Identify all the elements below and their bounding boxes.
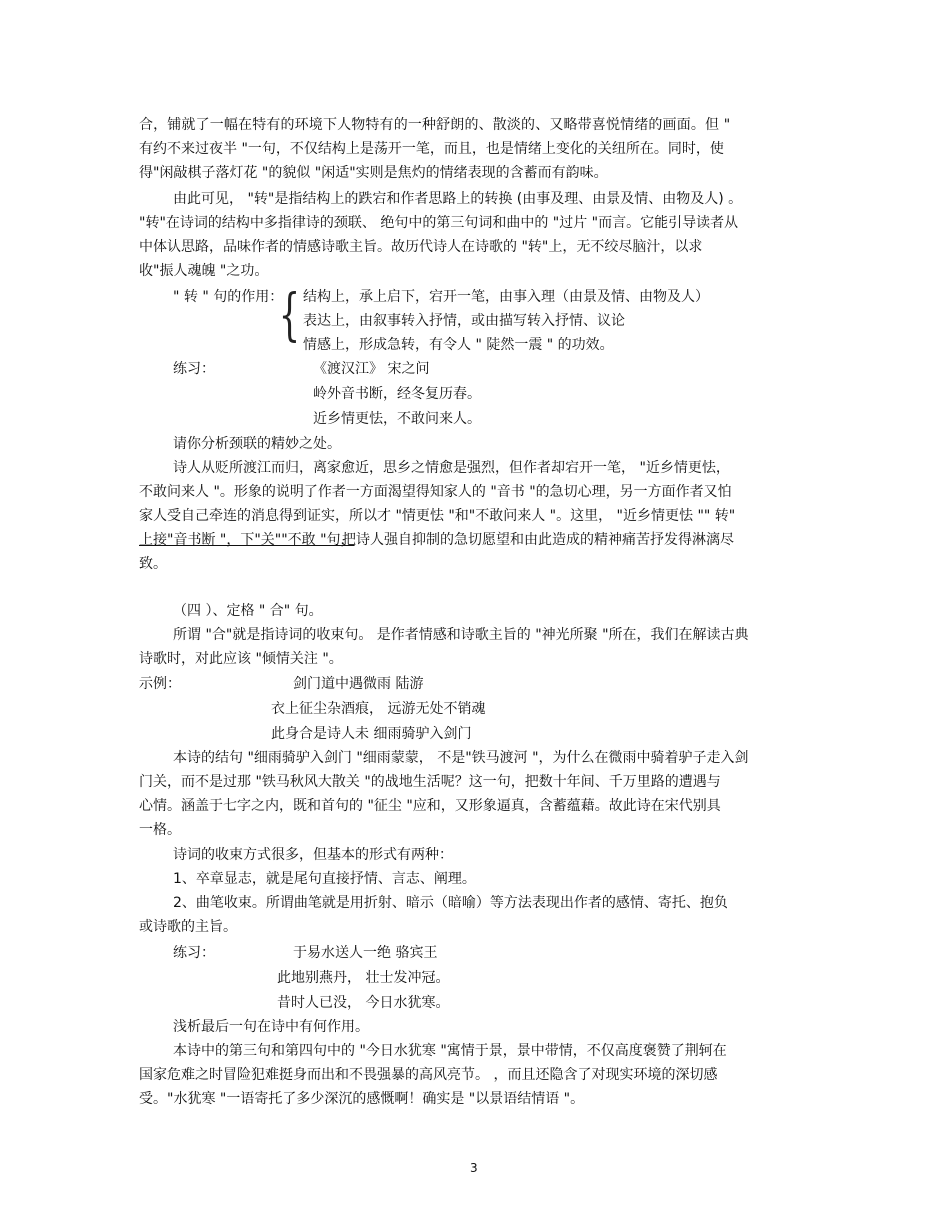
text-line: 中体认思路，品味作者的情感诗歌主旨。故历代诗人在诗歌的 "转"上，无不绞尽脑汁，以求 — [139, 239, 703, 255]
text-line: 家人受自己牵连的消息得到证实，所以才 "情更怯 "和"不敢问来人 "。这里， "近乡情更怯 "" 转" — [139, 508, 736, 524]
text-line: 门关，而不是过那 "铁马秋风大散关 "的战地生活呢？这一句，把数十年间、千万里路的遭遇与 — [139, 774, 721, 790]
text-line: 受。"水犹寒 "一语寄托了多少深沉的感慨啊！确实是 "以景语结情语 "。 — [139, 1091, 585, 1107]
text-line: 不敢问来人 "。形象的说明了作者一方面渴望得知家人的 "音书 "的急切心理，另一方面作者又怕 — [139, 484, 732, 500]
role-item: 表达上，由叙事转入抒情，或由描写转入抒情、议论 — [303, 313, 625, 329]
text-line: 诗歌时，对此应该 "倾情关注 "。 — [139, 651, 343, 667]
poem-title: 剑门道中遇微雨 陆游 — [293, 676, 424, 692]
text-line: 或诗歌的主旨。 — [139, 919, 237, 935]
text-line: 由此可见， "转"是指结构上的跌宕和作者思路上的转换 (由事及理、由景及情、由物及人) 。 — [173, 191, 743, 207]
left-brace-icon: { — [278, 283, 301, 348]
poem-title: 于易水送人一绝 骆宾王 — [293, 945, 438, 961]
text-line: 合，铺就了一幅在特有的环境下人物特有的一种舒朗的、散淡的、又略带喜悦情绪的画面。但 " — [139, 117, 731, 133]
text-line: 本诗中的第三句和第四句中的 "今日水犹寒 "寓情于景，景中带情，不仅高度褒赞了荆轲在 — [173, 1043, 727, 1059]
text-line: 浅析最后一句在诗中有何作用。 — [173, 1019, 369, 1035]
text-line: 所谓 "合"就是指诗词的收束句。 是作者情感和诗歌主旨的 "神光所聚 "所在，我们在解读古典 — [173, 627, 749, 643]
poem-title: 《渡汉江》 宋之问 — [313, 361, 430, 377]
role-item: 情感上，形成急转，有令人 " 陡然一震 " 的功效。 — [303, 337, 614, 353]
poem-line: 此身合是诗人未 细雨骑驴入剑门 — [271, 726, 472, 742]
text-line: 诗词的收束方式很多，但基本的形式有两种： — [173, 847, 453, 863]
text-line: 心情。涵盖于七字之内，既和首句的 "征尘 "应和，又形象逼真，含蓄蕴藉。故此诗在宋代别具 — [139, 798, 721, 814]
text-line: 国家危难之时冒险犯难挺身而出和不畏强暴的高风亮节。 ，而且还隐含了对现实环境的深切感 — [139, 1067, 718, 1083]
poem-line: 此地别燕丹， 壮士发冲冠。 — [277, 970, 450, 986]
text-line: "转"在诗词的结构中多指律诗的颈联、 绝句中的第三句词和曲中的 "过片 "而言。它能引导读者从 — [139, 215, 739, 231]
text-line: 请你分析颈联的精妙之处。 — [173, 436, 341, 452]
section-heading: （四 ）、定格 " 合" 句。 — [173, 603, 323, 619]
poem-line: 岭外音书断，经冬复历春。 — [313, 386, 481, 402]
underlined-text: 上接"音书断 "，下"关""不敢 "句， — [139, 532, 355, 548]
text-line: 一格。 — [139, 822, 181, 838]
poem-line: 近乡情更怯，不敢问来人。 — [313, 411, 481, 427]
page-number: 3 — [470, 1161, 478, 1175]
example-label: 示例： — [139, 676, 181, 692]
text-line: 得"闲敲棋子落灯花 "的貌似 "闲适"实则是焦灼的情绪表现的含蓄而有韵味。 — [139, 165, 608, 181]
text-line: 收"振人魂魄 "之功。 — [139, 263, 269, 279]
exercise-label: 练习： — [173, 361, 215, 377]
role-item: 结构上，承上启下，宕开一笔，由事入理（由景及情、由物及人） — [303, 289, 709, 305]
poem-line: 昔时人已没， 今日水犹寒。 — [277, 995, 450, 1011]
text-line: 致。 — [139, 556, 167, 572]
text-line: 诗人从贬所渡江而归，离家愈近，思乡之情愈是强烈，但作者却宕开一笔， "近乡情更怯， — [173, 460, 730, 476]
text-line: 本诗的结句 "细雨骑驴入剑门 "细雨蒙蒙， 不是"铁马渡河 "，为什么在微雨中骑着驴子走入剑 — [173, 750, 749, 766]
role-heading: " 转 " 句的作用： — [173, 289, 284, 305]
text-line: 有约不来过夜半 "一句，不仅结构上是荡开一笔，而且，也是情绪上变化的关纽所在。同时，使 — [139, 141, 724, 157]
text-line: 2、曲笔收束。所谓曲笔就是用折射、暗示（暗喻）等方法表现出作者的感情、寄托、抱负 — [173, 895, 728, 911]
text-line: 1、卒章显志，就是尾句直接抒情、言志、阐理。 — [173, 871, 476, 887]
exercise-label: 练习： — [173, 945, 215, 961]
poem-line: 衣上征尘杂酒痕， 远游无处不销魂 — [271, 701, 486, 717]
text-line: 把诗人强自抑制的急切愿望和由此造成的精神痛苦抒发得淋漓尽 — [342, 532, 734, 548]
